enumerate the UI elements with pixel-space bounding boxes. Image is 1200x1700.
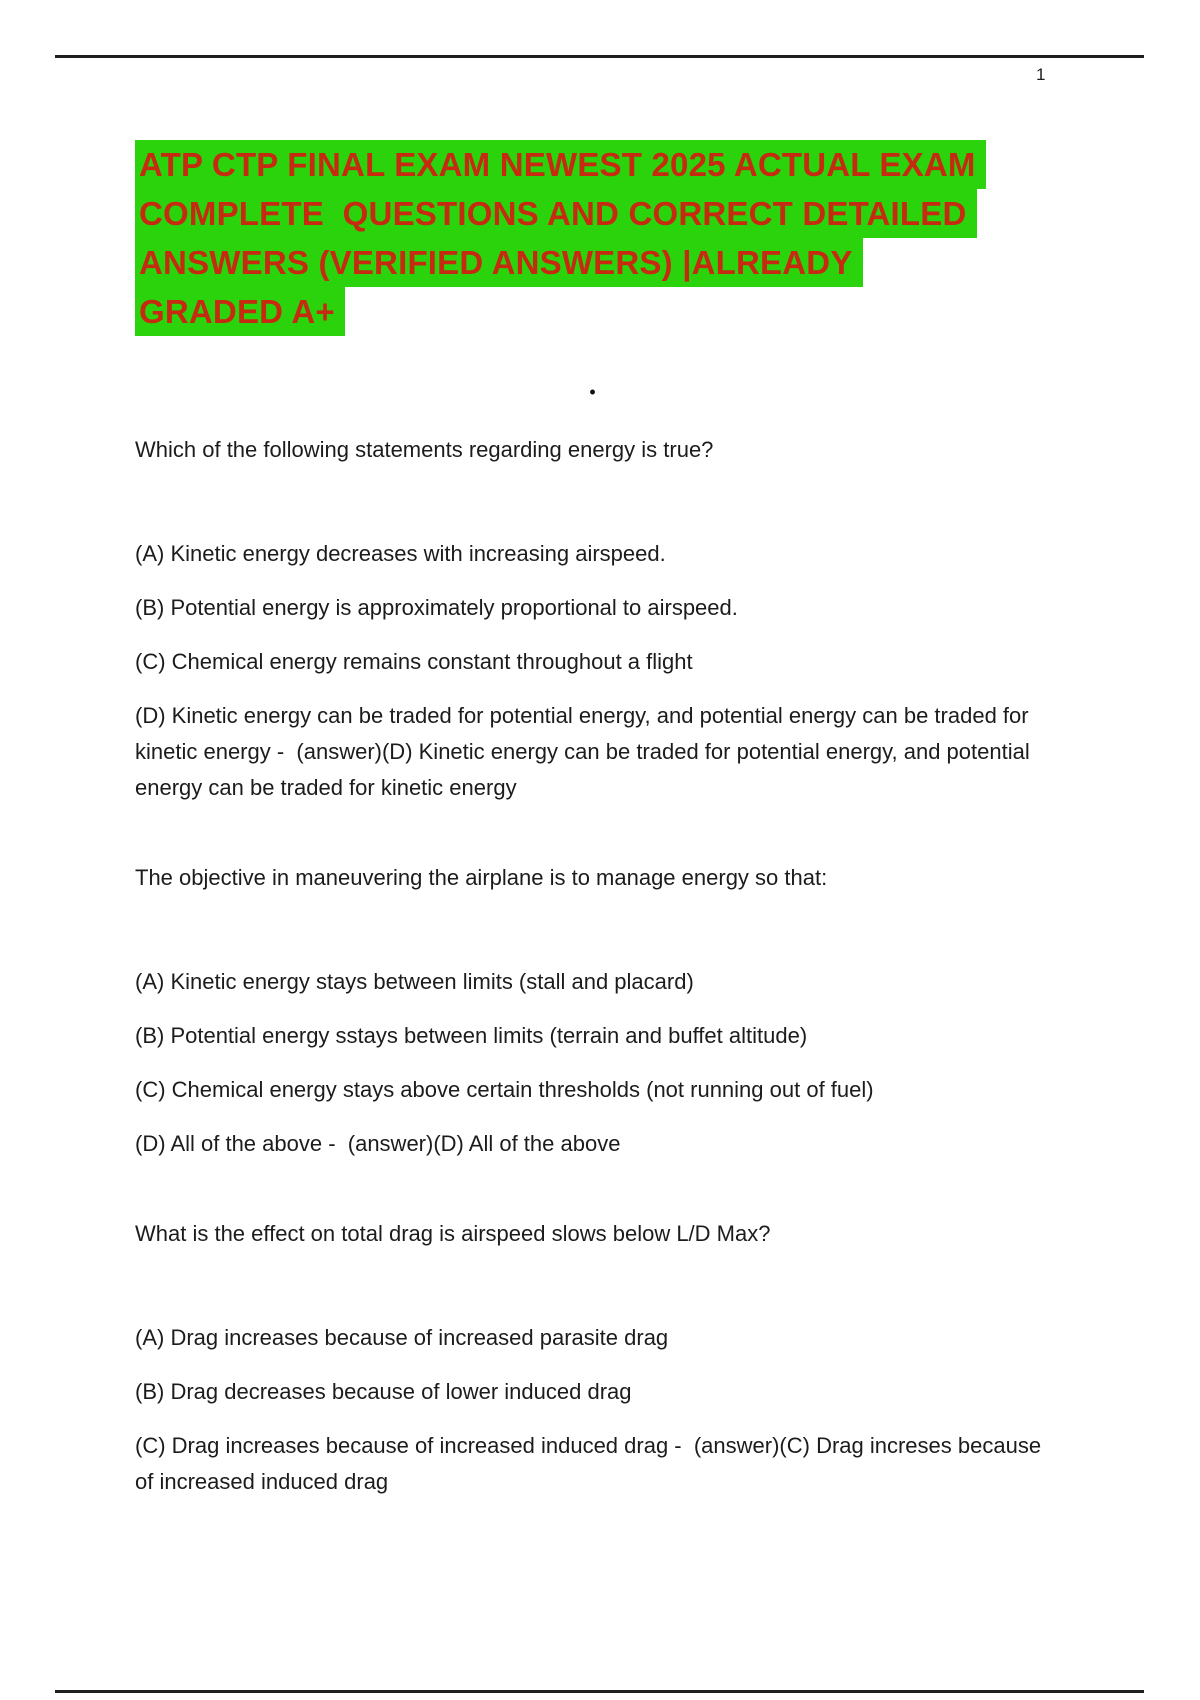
footer-rule: [55, 1690, 1144, 1693]
answer-option: (D) All of the above - (answer)(D) All of the above: [135, 1131, 621, 1156]
header-rule: [55, 55, 1144, 58]
title-line-highlight: COMPLETE QUESTIONS AND CORRECT DETAILED: [135, 189, 977, 238]
question-block-3: [135, 1216, 1050, 1500]
title-line-highlight: ANSWERS (VERIFIED ANSWERS) |ALREADY: [135, 238, 863, 287]
title-line: [135, 140, 1050, 189]
answer-option: (C) Chemical energy stays above certain thresholds (not running out of fuel): [135, 1077, 874, 1102]
question-text: What is the effect on total drag is airspeed slows below L/D Max?: [135, 1221, 771, 1246]
answer-option: (A) Kinetic energy decreases with increasing airspeed.: [135, 541, 666, 566]
title-line: [135, 189, 1050, 238]
title-line: [135, 287, 1050, 336]
title-line-highlight: GRADED A+: [135, 287, 345, 336]
document-title: [135, 140, 1050, 336]
title-line-highlight: ATP CTP FINAL EXAM NEWEST 2025 ACTUAL EXAM: [135, 140, 986, 189]
answer-option: (B) Drag decreases because of lower induced drag: [135, 1379, 632, 1404]
answer-option: (D) Kinetic energy can be traded for potential energy, and potential energy can be traded for kinetic energy - (answer)(D) Kinetic energy can be traded for potential energy, and potential energy can be traded for kinetic energy: [135, 703, 1036, 800]
bullet-glyph: •: [589, 382, 596, 402]
answer-option: (C) Chemical energy remains constant throughout a flight: [135, 649, 693, 674]
bullet-separator: [135, 374, 1050, 410]
answer-option: (C) Drag increases because of increased induced drag - (answer)(C) Drag increses because of increased induced drag: [135, 1433, 1048, 1494]
answer-option: (B) Potential energy is approximately proportional to airspeed.: [135, 595, 738, 620]
answer-option: (A) Drag increases because of increased parasite drag: [135, 1325, 669, 1350]
question-block-2: [135, 860, 1050, 1162]
question-text: Which of the following statements regarding energy is true?: [135, 437, 714, 462]
question-block-1: [135, 432, 1050, 806]
title-line: [135, 238, 1050, 287]
answer-option: (A) Kinetic energy stays between limits (stall and placard): [135, 969, 694, 994]
question-text: The objective in maneuvering the airplane is to manage energy so that:: [135, 865, 828, 890]
page-number: 1: [1036, 65, 1046, 84]
answer-option: (B) Potential energy sstays between limits (terrain and buffet altitude): [135, 1023, 808, 1048]
